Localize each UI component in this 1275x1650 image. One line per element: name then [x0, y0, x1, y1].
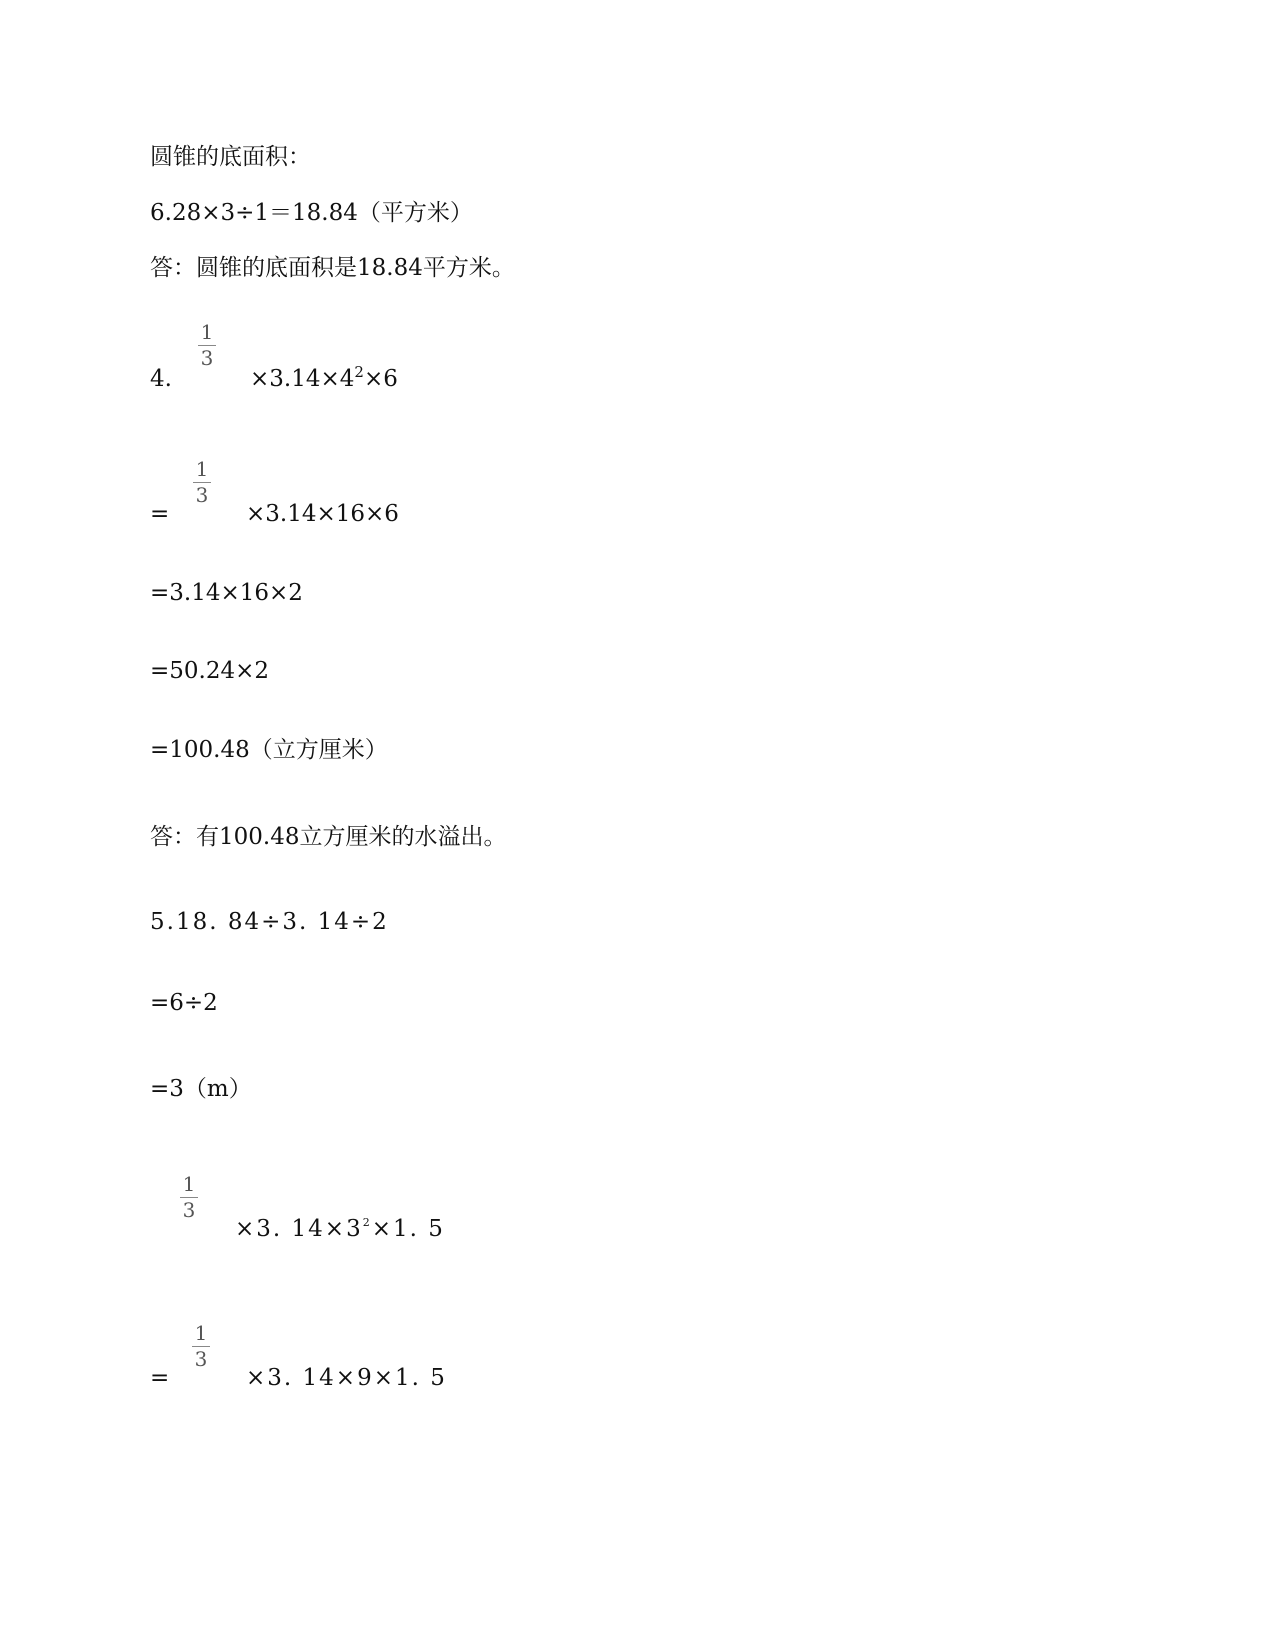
fraction-denominator: 3	[194, 1347, 208, 1371]
text-line-calc-base-area: 6.28×3÷1＝18.84（平方米）	[150, 200, 473, 226]
expression-part: ×6	[363, 366, 398, 392]
expression-step: ×3. 14×9×1. 5	[246, 1365, 447, 1391]
text-line-base-area-heading: 圆锥的底面积：	[150, 144, 311, 170]
fraction-one-third	[191, 459, 213, 505]
text-line-step: =3.14×16×2	[150, 580, 303, 606]
equals-sign: =	[150, 501, 170, 527]
fraction-numerator: 1	[194, 1321, 208, 1345]
fraction-one-third	[178, 1174, 200, 1220]
text-line-result: =3（m）	[150, 1076, 252, 1102]
text-line-answer-overflow: 答：有100.48立方厘米的水溢出。	[150, 824, 507, 850]
fraction-numerator: 1	[200, 320, 214, 344]
fraction-denominator: 3	[195, 483, 209, 507]
problem-number-4: 4.	[150, 366, 172, 392]
text-line-answer-base-area: 答：圆锥的底面积是18.84平方米。	[150, 255, 515, 281]
text-line-step: =50.24×2	[150, 658, 270, 684]
text-line-step: =6÷2	[150, 990, 218, 1016]
fraction-denominator: 3	[182, 1198, 196, 1222]
expression-part: ×1. 5	[371, 1216, 445, 1242]
fraction-numerator: 1	[182, 1172, 196, 1196]
text-line-result: =100.48（立方厘米）	[150, 737, 388, 763]
exponent: 2	[362, 1216, 372, 1229]
equals-sign: =	[150, 1365, 170, 1391]
fraction-one-third	[196, 322, 218, 368]
fraction-one-third	[190, 1323, 212, 1369]
expression-part: ×3. 14×3	[235, 1216, 363, 1242]
expression-step: ×3.14×16×6	[246, 501, 399, 527]
expression-volume-formula	[235, 1218, 445, 1241]
fraction-denominator: 3	[200, 346, 214, 370]
exponent: 2	[354, 363, 364, 381]
problem-number-5: 5.18. 84÷3. 14÷2	[150, 909, 389, 935]
fraction-numerator: 1	[195, 457, 209, 481]
expression-volume-formula	[250, 363, 398, 392]
expression-part: ×3.14×4	[250, 366, 355, 392]
